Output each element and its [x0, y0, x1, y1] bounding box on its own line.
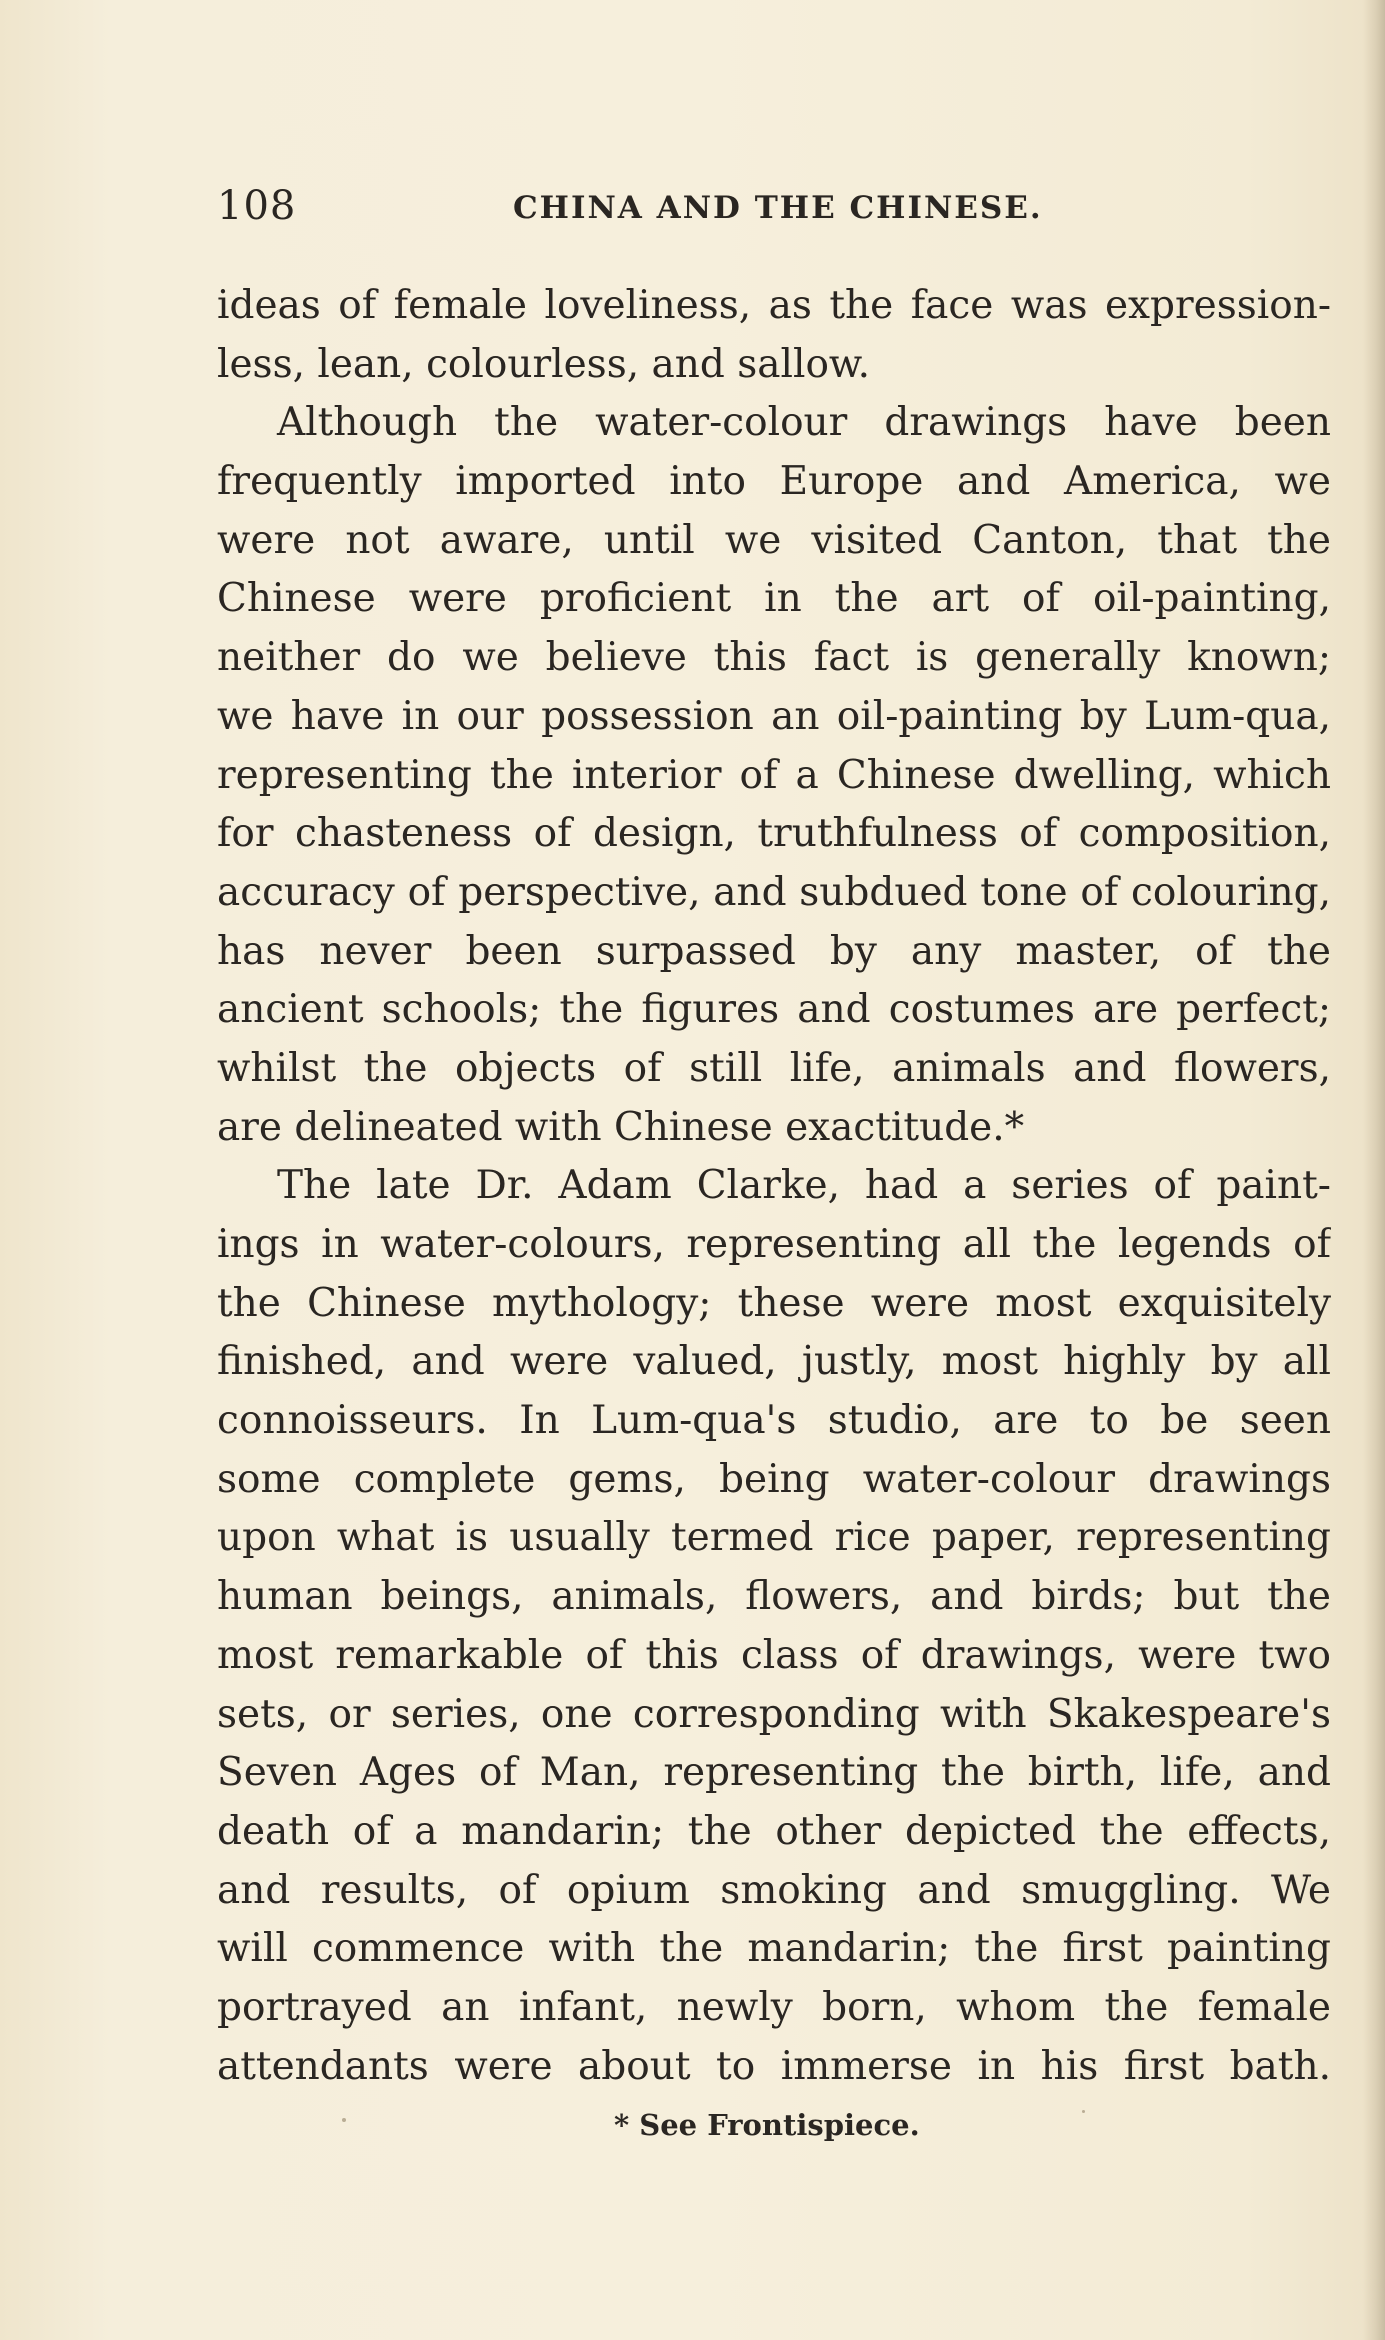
text-line: frequently imported into Europe and America, we [217, 459, 1331, 505]
text-line: has never been surpassed by any master, of the [217, 928, 1331, 974]
paper-speck [1082, 2110, 1085, 2113]
text-line: less, lean, colourless, and sallow. [217, 341, 871, 387]
text-line: some complete gems, being water-colour drawings [217, 1456, 1331, 1502]
text-line: for chasteness of design, truthfulness of composition, [217, 811, 1331, 857]
text-line: most remarkable of this class of drawings, were two [217, 1632, 1331, 1678]
paragraph-start-line: The late Dr. Adam Clarke, had a series of paint- [277, 1163, 1331, 1209]
paragraph-start-line: Although the water-colour drawings have been [277, 400, 1331, 446]
text-line: upon what is usually termed rice paper, representing [217, 1515, 1331, 1561]
text-line: sets, or series, one corresponding with Skakespeare's [217, 1691, 1331, 1737]
body-text [217, 277, 1331, 2096]
text-line: ings in water-colours, representing all the legends of [217, 1222, 1331, 1267]
text-line: attendants were about to immerse in his first bath. [217, 2043, 1331, 2089]
page-number: 108 [217, 183, 297, 229]
text-line: ancient schools; the figures and costumes are perfect; [217, 987, 1331, 1033]
text-line: were not aware, until we visited Canton, that the [217, 517, 1331, 563]
page-header [217, 182, 1070, 230]
running-head: CHINA AND THE CHINESE. [513, 190, 1043, 226]
text-line: finished, and were valued, justly, most highly by all [217, 1339, 1331, 1385]
text-line: will commence with the mandarin; the first painting [217, 1926, 1331, 1972]
text-line: accuracy of perspective, and subdued tone of colouring, [217, 869, 1331, 915]
page-edge-shadow [1363, 0, 1385, 2340]
text-line: whilst the objects of still life, animals and flowers, [217, 1045, 1331, 1091]
text-line: and results, of opium smoking and smuggling. We [217, 1867, 1331, 1913]
text-line: connoisseurs. In Lum-qua's studio, are to be seen [217, 1398, 1331, 1444]
text-line: the Chinese mythology; these were most exquisitely [217, 1280, 1331, 1326]
text-line: we have in our possession an oil-painting by Lum-qua, [217, 693, 1331, 739]
text-line: Chinese were proficient in the art of oil-painting, [217, 576, 1331, 622]
footnote: * See Frontispiece. [614, 2108, 920, 2142]
text-line: portrayed an infant, newly born, whom the female [217, 1984, 1331, 2030]
text-line: representing the interior of a Chinese dwelling, which [217, 752, 1331, 798]
text-line: Seven Ages of Man, representing the birth, life, and [217, 1750, 1331, 1796]
text-line: human beings, animals, flowers, and birds; but the [217, 1574, 1331, 1620]
text-line: ideas of female loveliness, as the face was expression- [217, 283, 1331, 328]
text-line: are delineated with Chinese exactitude.* [217, 1104, 1025, 1150]
text-line: neither do we believe this fact is generally known; [217, 635, 1331, 681]
paper-speck [342, 2118, 346, 2122]
text-line: death of a mandarin; the other depicted the effects, [217, 1808, 1331, 1854]
